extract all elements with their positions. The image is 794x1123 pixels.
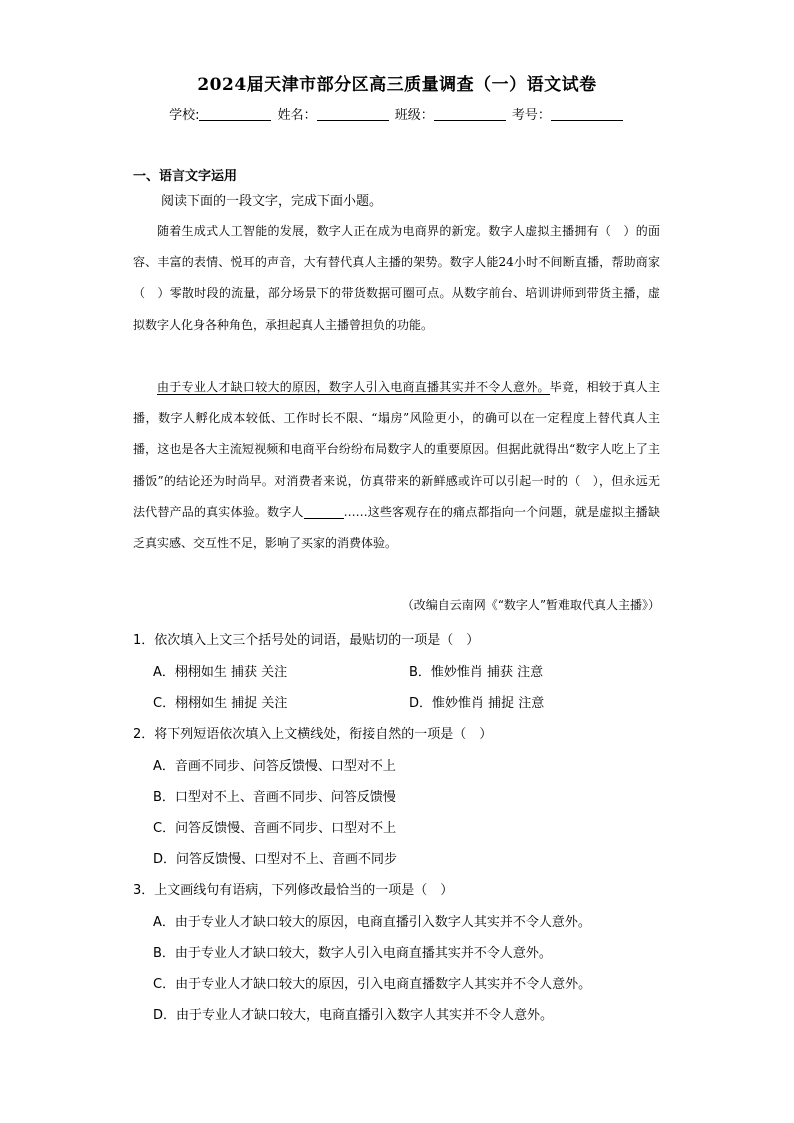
header-fields <box>0 104 794 123</box>
question-1-option-d[interactable]: D．惟妙惟肖 捕捉 注意 <box>409 696 545 711</box>
question-2-option-d[interactable]: D．问答反馈慢、口型对不上、音画不同步 <box>153 852 398 867</box>
passage-paragraph-2-body: 毕竟，相较于真人主播，数字人孵化成本较低、工作时长不限、“塌房”风险更小，的确可以在一定程度上替代真人主播，这也是各大主流短视频和电商平台纷纷布局数字人的重要原因。但据此就得出“数字人吃上了主播饭”的结论还为时尚早。对消费者来说，仿真带来的新鲜感或许可以引起一时的（ ），但永远无法代替产品的真实体验。数字人 <box>133 380 660 519</box>
question-3-stem: 3．上文画线句有语病，下列修改最恰当的一项是（ ） <box>133 883 454 898</box>
underlined-sentence: 由于专业人才缺口较大的原因，数字人引入电商直播其实并不令人意外。 <box>157 380 550 394</box>
question-2-option-c[interactable]: C．问答反馈慢、音画不同步、口型对不上 <box>153 821 397 836</box>
instruction: 阅读下面的一段文字，完成下面小题。 <box>161 194 383 209</box>
question-2-stem: 2．将下列短语依次填入上文横线处，衔接自然的一项是（ ） <box>133 727 493 742</box>
question-3-option-a[interactable]: A．由于专业人才缺口较大的原因，电商直播引入数字人其实并不令人意外。 <box>153 915 591 930</box>
class-label: 班级： <box>394 108 434 123</box>
passage-paragraph-1: 随着生成式人工智能的发展，数字人正在成为电商界的新宠。数字人虚拟主播拥有（ ）的面容、丰富的表情、悦耳的声音，大有替代真人主播的架势。数字人能24小时不间断直播，帮助商家（ ）零散时段的流量，部分场景下的带货数据可圈可点。从数字前台、培训讲师到带货主播，虚拟数字人化身各种角色，承担起真人主播曾担负的功能。 <box>133 224 660 332</box>
passage-paragraph-2-tail: ……这些客观存在的痛点都指向一个问题，就是虚拟主播缺乏真实感、交互性不足，影响了买家的消费体验。 <box>133 504 660 551</box>
exam-title: 2024届天津市部分区高三质量调查（一）语文试卷 <box>197 75 597 95</box>
question-1-option-b[interactable]: B．惟妙惟肖 捕获 注意 <box>409 665 544 680</box>
question-1-option-c[interactable]: C．栩栩如生 捕捉 关注 <box>153 696 288 711</box>
number-blank[interactable] <box>551 108 623 121</box>
section-title: 一、语言文字运用 <box>133 169 238 184</box>
question-3-option-b[interactable]: B．由于专业人才缺口较大，数字人引入电商直播其实并不令人意外。 <box>153 946 552 961</box>
school-blank[interactable] <box>199 108 271 121</box>
number-label: 考号： <box>511 108 551 123</box>
question-2-option-b[interactable]: B．口型对不上、音画不同步、问答反馈慢 <box>153 790 396 805</box>
question-2-option-a[interactable]: A．音画不同步、问答反馈慢、口型对不上 <box>153 759 396 774</box>
class-blank[interactable] <box>434 108 506 121</box>
school-label: 学校: <box>169 108 200 123</box>
name-label: 姓名： <box>277 108 317 123</box>
name-blank[interactable] <box>317 108 389 121</box>
passage-source: （改编自云南网《“数字人”暂难取代真人主播》） <box>401 598 660 612</box>
question-1-stem: 1．依次填入上文三个括号处的词语，最贴切的一项是（ ） <box>133 633 480 648</box>
question-3-option-d[interactable]: D．由于专业人才缺口较大，电商直播引入数字人其实并不令人意外。 <box>153 1008 554 1023</box>
fill-in-blank-line[interactable] <box>304 504 344 519</box>
passage-paragraph-2 <box>133 372 660 559</box>
question-1-option-a[interactable]: A．栩栩如生 捕获 关注 <box>153 665 288 680</box>
question-3-option-c[interactable]: C．由于专业人才缺口较大的原因，引入电商直播数字人其实并不令人意外。 <box>153 977 592 992</box>
